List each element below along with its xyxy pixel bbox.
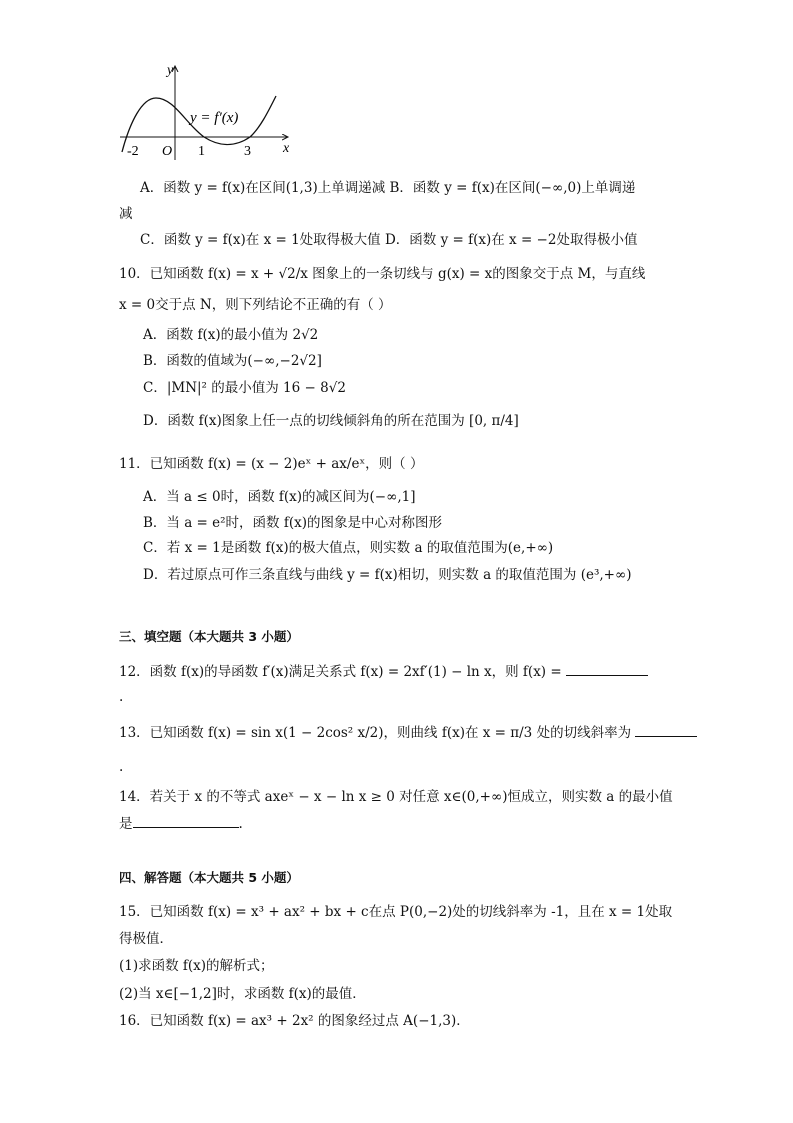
q15-line2: 得极值． <box>119 931 173 947</box>
q15-line1: 15．已知函数 f(x) = x³ + ax² + bx + c在点 P(0,−2)处的切线斜率为 -1，且在 x = 1处取 <box>119 904 673 920</box>
q12-text: 12．函数 f(x)的导函数 f′(x)满足关系式 f(x) = 2xf′(1) − ln x，则 f(x) = <box>119 664 562 680</box>
q13-text: 13．已知函数 f(x) = sin x(1 − 2cos² x/2)，则曲线 f(x)在 x = π/3 处的切线斜率为 <box>119 725 632 741</box>
q14-line2 <box>119 815 243 832</box>
q10-option-b: B．函数的值域为(−∞,−2√2] <box>143 353 322 369</box>
q11-option-b: B．当 a = e²时，函数 f(x)的图象是中心对称图形 <box>143 515 442 531</box>
q12-answer-blank[interactable] <box>566 663 648 676</box>
q10-stem-line1: 10．已知函数 f(x) = x + √2/x 图象上的一条切线与 g(x) = x的图象交于点 M，与直线 <box>119 266 646 282</box>
derivative-graph <box>118 60 303 165</box>
q13-answer-blank[interactable] <box>635 724 697 737</box>
q11-option-a: A．当 a ≤ 0时，函数 f(x)的减区间为(−∞,1] <box>143 489 416 505</box>
tick-label-neg2: -2 <box>127 144 139 159</box>
q11-stem: 11．已知函数 f(x) = (x − 2)eˣ + ax/eˣ，则（ ） <box>119 456 424 472</box>
q10-option-c: C．|MN|² 的最小值为 16 − 8√2 <box>143 380 346 396</box>
q14-end: . <box>238 816 243 832</box>
q9-option-c-d: C．函数 y = f(x)在 x = 1处取得极大值 D．函数 y = f(x)在 x = −2处取得极小值 <box>140 232 638 248</box>
curve-label: y = f′(x) <box>190 110 239 126</box>
q16: 16．已知函数 f(x) = ax³ + 2x² 的图象经过点 A(−1,3)． <box>119 1013 470 1029</box>
q10-option-d: D．函数 f(x)图象上任一点的切线倾斜角的所在范围为 [0, π/4] <box>143 413 519 429</box>
origin-label: O <box>162 144 173 159</box>
x-axis-label: x <box>283 141 290 156</box>
tick-label-1: 1 <box>198 144 205 159</box>
section4-heading: 四、解答题（本大题共 5 小题） <box>119 870 299 885</box>
q14-answer-blank[interactable] <box>133 815 239 828</box>
q14-line1: 14．若关于 x 的不等式 axeˣ − x − ln x ≥ 0 对任意 x∈(0,+∞)恒成立，则实数 a 的最小值 <box>119 789 673 805</box>
q15-subquestion-1: (1)求函数 f(x)的解析式； <box>119 958 274 974</box>
q9-option-a-b: A．函数 y = f(x)在区间(1,3)上单调递减 B．函数 y = f(x)在区间(−∞,0)上单调递 <box>140 180 636 196</box>
section3-heading: 三、填空题（本大题共 3 小题） <box>119 629 299 644</box>
q11-option-c: C．若 x = 1是函数 f(x)的极大值点，则实数 a 的取值范围为(e,+∞) <box>143 540 554 556</box>
q11-option-d: D．若过原点可作三条直线与曲线 y = f(x)相切，则实数 a 的取值范围为 (e³,+∞) <box>143 567 632 583</box>
q13 <box>119 724 697 741</box>
tick-label-3: 3 <box>244 144 251 159</box>
y-axis-label: y <box>167 63 174 78</box>
q14-prefix: 是 <box>119 816 133 832</box>
q10-option-a: A．函数 f(x)的最小值为 2√2 <box>143 327 319 343</box>
q9-option-b-wrap: 减 <box>119 206 133 222</box>
q12 <box>119 663 648 680</box>
q13-end: . <box>119 759 124 775</box>
q15-subquestion-2: (2)当 x∈[−1,2]时，求函数 f(x)的最值． <box>119 986 366 1002</box>
q12-end: . <box>119 689 124 705</box>
q10-stem-line2: x = 0交于点 N，则下列结论不正确的有（ ） <box>119 297 392 313</box>
